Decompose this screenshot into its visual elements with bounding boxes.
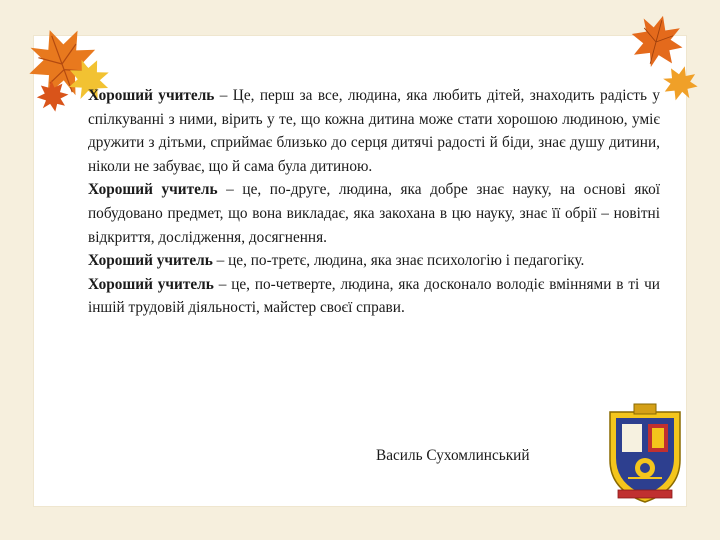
paragraph-2-heading: Хороший учитель	[88, 181, 218, 199]
paragraph-3-text: – це, по-третє, людина, яка знає психологію і педагогіку.	[212, 252, 585, 270]
paragraph-4-heading: Хороший учитель	[88, 275, 214, 293]
paragraph-2-text: – це, по-друге, людина, яка добре знає науку, на основі якої побудовано предмет, що вона викладає, яка закохана в цю науку, знає її обрії – новітні відкриття, дослідження, досягнення.	[88, 181, 660, 246]
paragraph-1	[88, 84, 660, 178]
paragraph-4	[88, 273, 660, 320]
paragraph-2	[88, 178, 660, 249]
autumn-leaf-icon	[660, 64, 700, 104]
quote-text	[88, 84, 660, 320]
autumn-leaf-icon	[624, 12, 688, 72]
paragraph-3-heading: Хороший учитель	[88, 252, 213, 270]
author-signature: Василь Сухомлинський	[376, 447, 530, 464]
university-crest-icon	[602, 400, 688, 504]
paragraph-4-text: – це, по-четверте, людина, яка досконало володіє вміннями в ті чи іншій трудовій діяльності, майстер своєї справи.	[88, 275, 660, 317]
paragraph-1-text: – Це, перш за все, людина, яка любить дітей, знаходить радість у спілкуванні з ними, вірить у те, що кожна дитина може стати хорошою людиною, уміє дружити з дітьми, сприймає близько до серця дитячі радості й біди, знає душу дитини, ніколи не забуває, що й сама була дитиною.	[88, 87, 660, 175]
paragraph-3	[88, 249, 660, 273]
paragraph-1-heading: Хороший учитель	[88, 87, 215, 104]
